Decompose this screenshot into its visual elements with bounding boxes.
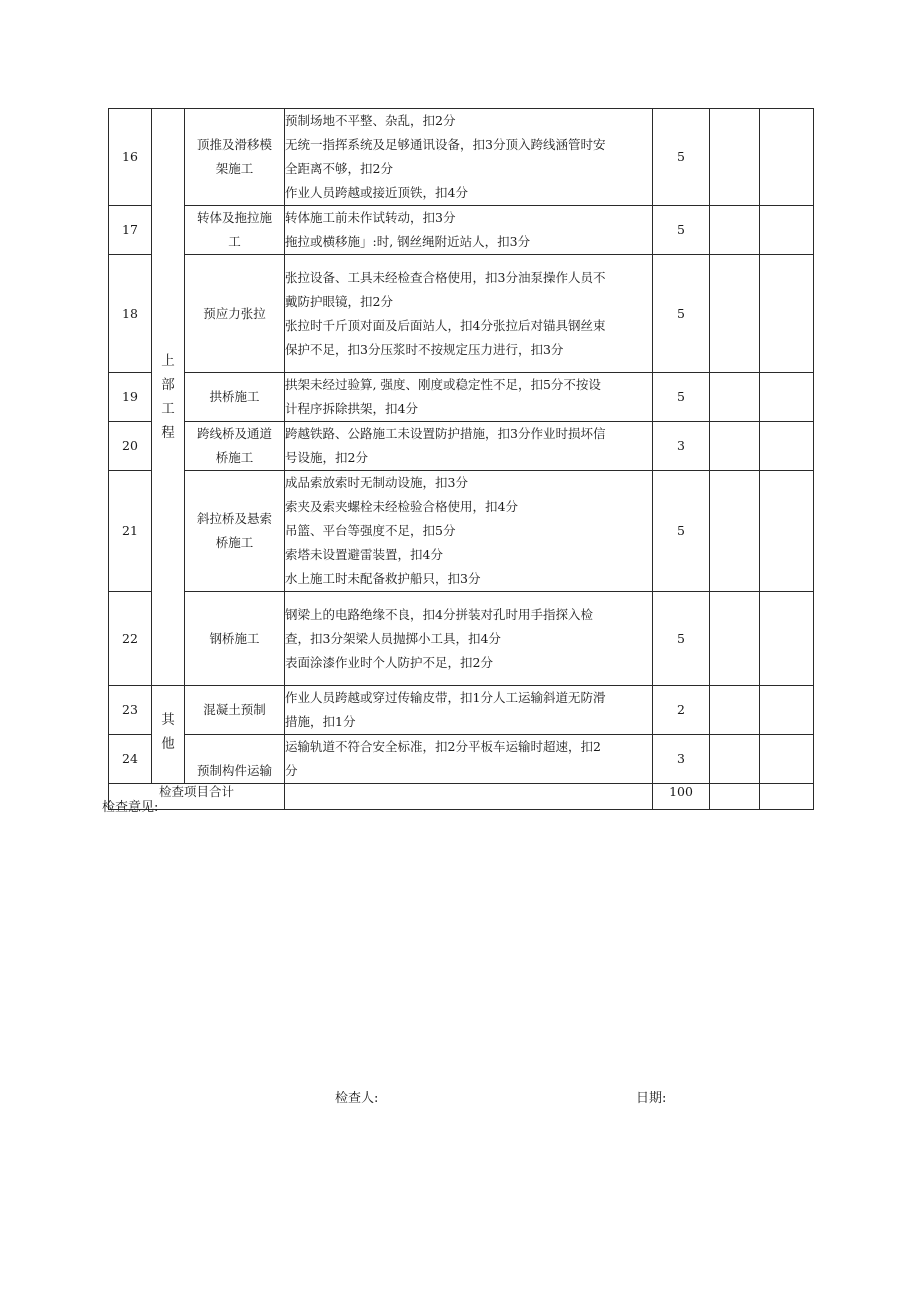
criteria-line: 成品索放索时无制动设施，扣3分 [285,475,468,490]
actual-score-cell [760,206,814,255]
deducted-score-cell [710,735,760,784]
category-char: 工 [161,401,175,417]
criteria-line: 张拉时千斤顶对面及后面站人，扣4分张拉后对锚具钢丝束 [285,317,606,333]
inspector-label: 检查人: [335,1091,379,1106]
category-other [152,686,185,784]
category-char: 其 [161,712,175,728]
criteria-line: 作业人员跨越或接近顶铁，扣4分 [285,185,468,200]
row-number: 24 [109,735,152,784]
criteria-line: 拖拉或横移施」:时, 钢丝绳附近站人，扣3分 [285,234,531,249]
deduction-criteria [285,109,653,206]
category-char: 程 [161,425,175,441]
standard-score: 5 [653,109,710,206]
standard-score: 3 [653,422,710,471]
item-line: 跨线桥及通道 [196,426,272,441]
criteria-line: 钢梁上的电路绝缘不良，扣4分拼装对孔时用手指探入检 [285,606,593,622]
criteria-line: 张拉设备、工具未经检查合格使用，扣3分油泵操作人员不 [285,269,606,285]
standard-score: 3 [653,735,710,784]
row-number: 17 [109,206,152,255]
item-line: 工 [228,234,241,249]
table-row [109,471,814,592]
inspection-opinion-label: 检查意见: [102,800,159,815]
total-deducted-cell [710,784,760,810]
criteria-line: 号设施，扣2分 [285,450,368,465]
standard-score: 5 [653,592,710,686]
actual-score-cell [760,422,814,471]
criteria-line: 全距离不够，扣2分 [285,161,393,176]
deducted-score-cell [710,206,760,255]
category-char: 他 [161,736,175,752]
inspection-item [185,686,285,735]
actual-score-cell [760,592,814,686]
criteria-line: 预制场地不平整、杂乱，扣2分 [285,113,456,128]
item-line: 顶推及滑移模 [196,137,272,152]
row-number: 19 [109,373,152,422]
criteria-line: 查，扣3分架梁人员抛掷小工具，扣4分 [285,630,501,646]
actual-score-cell [760,471,814,592]
deducted-score-cell [710,109,760,206]
table-row [109,373,814,422]
standard-score: 5 [653,206,710,255]
criteria-line: 水上施工时未配备救护船只，扣3分 [285,571,481,586]
standard-score: 5 [653,255,710,373]
date-label: 日期: [636,1091,667,1106]
inspection-item [185,422,285,471]
criteria-line: 分 [285,763,298,778]
inspection-item [185,592,285,686]
deduction-criteria [285,471,653,592]
total-actual-cell [760,784,814,810]
item-line: 拱桥施工 [209,389,260,404]
table-row [109,109,814,206]
item-line: 转体及拖拉施 [196,210,272,225]
total-label: 检查项目合计 [109,784,285,810]
row-number: 18 [109,255,152,373]
deduction-criteria [285,735,653,784]
item-line: 桥施工 [215,450,254,465]
table-row [109,735,814,784]
criteria-line: 计程序拆除拱架，扣4分 [285,401,418,416]
deduction-criteria [285,206,653,255]
criteria-line: 表面涂漆作业时个人防护不足，扣2分 [285,654,493,670]
criteria-line: 无统一指挥系统及足够通讯设备，扣3分顶入跨线涵管时安 [285,137,606,152]
item-line: 桥施工 [215,535,254,550]
actual-score-cell [760,373,814,422]
criteria-line: 跨越铁路、公路施工未设置防护措施，扣3分作业时损坏信 [285,426,606,441]
table-row [109,592,814,686]
table-row [109,686,814,735]
criteria-line: 作业人员跨越或穿过传输皮带，扣1分人工运输斜道无防滑 [285,690,606,705]
table-row [109,255,814,373]
standard-score: 5 [653,471,710,592]
criteria-line: 戴防护眼镜，扣2分 [285,293,393,309]
row-number: 20 [109,422,152,471]
criteria-line: 转体施工前未作试转动，扣3分 [285,210,456,225]
row-number: 23 [109,686,152,735]
row-number: 22 [109,592,152,686]
standard-score: 2 [653,686,710,735]
criteria-line: 措施，扣1分 [285,714,356,729]
inspection-item [185,109,285,206]
deducted-score-cell [710,373,760,422]
category-upper-works [152,109,185,686]
inspection-item [185,255,285,373]
table-row [109,206,814,255]
table-row [109,422,814,471]
actual-score-cell [760,109,814,206]
category-char: 上 [161,353,175,369]
category-char: 部 [161,377,175,393]
actual-score-cell [760,255,814,373]
criteria-line: 吊篮、平台等强度不足，扣5分 [285,523,456,538]
inspection-item [185,735,285,784]
row-number: 16 [109,109,152,206]
criteria-line: 索塔未设置避雷装置，扣4分 [285,547,443,562]
deduction-criteria [285,255,653,373]
inspection-item [185,471,285,592]
total-empty-cell [285,784,653,810]
total-row [109,784,814,810]
deducted-score-cell [710,255,760,373]
item-line: 架施工 [215,161,254,176]
total-score: 100 [653,784,710,810]
inspection-item [185,373,285,422]
deduction-criteria [285,422,653,471]
deducted-score-cell [710,471,760,592]
criteria-line: 索夹及索夹螺栓未经检验合格使用，扣4分 [285,499,518,514]
inspection-item [185,206,285,255]
deduction-criteria [285,592,653,686]
criteria-line: 运输轨道不符合安全标准，扣2分平板车运输时超速，扣2 [285,739,601,754]
standard-score: 5 [653,373,710,422]
actual-score-cell [760,686,814,735]
deduction-criteria [285,686,653,735]
criteria-line: 保护不足，扣3分压浆时不按规定压力进行，扣3分 [285,341,564,357]
item-line: 预应力张拉 [203,305,266,321]
item-line: 混凝土预制 [203,702,266,717]
row-number: 21 [109,471,152,592]
inspection-table [108,108,814,810]
deducted-score-cell [710,686,760,735]
item-line: 钢桥施工 [209,630,260,646]
deduction-criteria [285,373,653,422]
item-line: 预制构件运输 [196,763,272,778]
actual-score-cell [760,735,814,784]
deducted-score-cell [710,592,760,686]
deducted-score-cell [710,422,760,471]
criteria-line: 拱架未经过验算, 强度、刚度或稳定性不足，扣5分不按设 [285,377,601,392]
item-line: 斜拉桥及悬索 [196,511,272,526]
